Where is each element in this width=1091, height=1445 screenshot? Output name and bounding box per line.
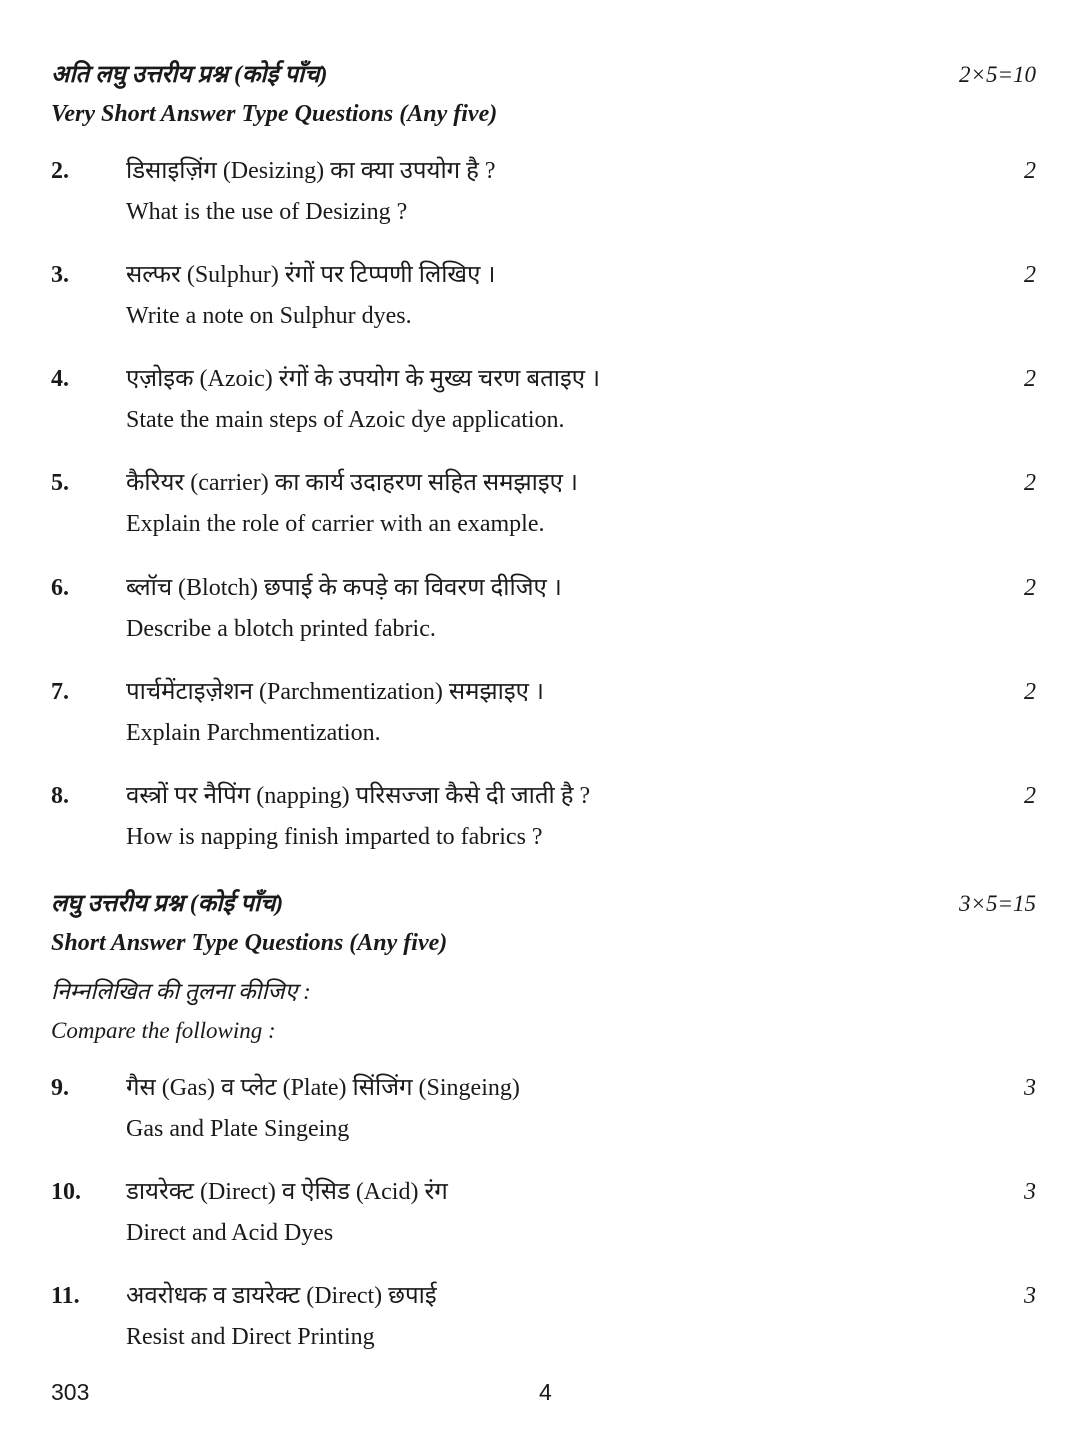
question-marks: 2 (1024, 783, 1036, 809)
question-number: 3. (51, 262, 69, 288)
question-text-hindi: पार्चमेंटाइज़ेशन (Parchmentization) समझाइए । (126, 679, 544, 705)
question-text-english: Direct and Acid Dyes (126, 1220, 334, 1246)
question-text-hindi: वस्त्रों पर नैपिंग (napping) परिसज्जा कैसे दी जाती है ? (126, 783, 591, 809)
question-text-english: Describe a blotch printed fabric. (126, 616, 436, 642)
question-text-hindi: अवरोधक व डायरेक्ट (Direct) छपाई (126, 1283, 437, 1309)
question-text-english: Gas and Plate Singeing (126, 1116, 350, 1142)
section-a-header (51, 60, 1036, 129)
question-marks: 2 (1024, 366, 1036, 392)
question-text-hindi: ब्लॉच (Blotch) छपाई के कपड़े का विवरण दीजिए । (126, 575, 562, 601)
question-number: 5. (51, 470, 69, 496)
question-number: 11. (51, 1283, 80, 1309)
question-marks: 3 (1024, 1075, 1036, 1101)
question-text-english: How is napping finish imparted to fabrics ? (126, 824, 543, 850)
section-b-header (51, 889, 1036, 958)
question-text-english: Write a note on Sulphur dyes. (126, 303, 412, 329)
question-text-hindi: डिसाइज़िंग (Desizing) का क्या उपयोग है ? (126, 158, 496, 184)
question-9 (51, 1073, 1036, 1144)
section-b-marks: 3×5=15 (958, 891, 1036, 916)
question-marks: 3 (1024, 1179, 1036, 1205)
question-number: 8. (51, 783, 69, 809)
question-text-hindi: डायरेक्ट (Direct) व ऐसिड (Acid) रंग (126, 1179, 448, 1205)
question-2 (51, 156, 1036, 227)
question-text-english: Resist and Direct Printing (126, 1324, 375, 1350)
question-number: 10. (51, 1179, 81, 1205)
section-b-title-hindi: लघु उत्तरीय प्रश्न (कोई पाँच) (51, 891, 284, 917)
question-5 (51, 468, 1036, 539)
question-text-hindi: कैरियर (carrier) का कार्य उदाहरण सहित समझाइए । (126, 470, 578, 496)
section-a-title-english: Very Short Answer Type Questions (Any five) (51, 101, 498, 127)
question-text-english: Explain the role of carrier with an example. (126, 511, 545, 537)
question-8 (51, 781, 1036, 852)
question-text-english: State the main steps of Azoic dye application. (126, 407, 565, 433)
question-marks: 2 (1024, 262, 1036, 288)
question-6 (51, 573, 1036, 644)
question-marks: 2 (1024, 158, 1036, 184)
question-number: 6. (51, 575, 69, 601)
question-text-hindi: सल्फर (Sulphur) रंगों पर टिप्पणी लिखिए । (126, 262, 496, 288)
question-number: 7. (51, 679, 69, 705)
question-marks: 2 (1024, 679, 1036, 705)
question-4 (51, 364, 1036, 435)
question-number: 9. (51, 1075, 69, 1101)
question-7 (51, 677, 1036, 748)
question-marks: 2 (1024, 470, 1036, 496)
question-text-english: What is the use of Desizing ? (126, 199, 408, 225)
page-number: 4 (539, 1379, 552, 1405)
question-11 (51, 1281, 1036, 1352)
section-b-title-english: Short Answer Type Questions (Any five) (51, 930, 448, 956)
question-number: 2. (51, 158, 69, 184)
question-marks: 3 (1024, 1283, 1036, 1309)
question-text-english: Explain Parchmentization. (126, 720, 381, 746)
question-text-hindi: गैस (Gas) व प्लेट (Plate) सिंजिंग (Singeing) (126, 1075, 520, 1101)
question-10 (51, 1177, 1036, 1248)
paper-code: 303 (51, 1379, 90, 1405)
question-3 (51, 260, 1036, 331)
question-number: 4. (51, 366, 69, 392)
instruction-english: Compare the following : (51, 1018, 276, 1043)
instruction-hindi: निम्नलिखित की तुलना कीजिए : (51, 979, 311, 1004)
question-text-hindi: एज़ोइक (Azoic) रंगों के उपयोग के मुख्य चरण बताइए । (126, 366, 601, 392)
question-marks: 2 (1024, 575, 1036, 601)
section-a-marks: 2×5=10 (958, 62, 1036, 87)
section-b-instruction (51, 977, 751, 1046)
section-a-title-hindi: अति लघु उत्तरीय प्रश्न (कोई पाँच) (51, 62, 328, 88)
